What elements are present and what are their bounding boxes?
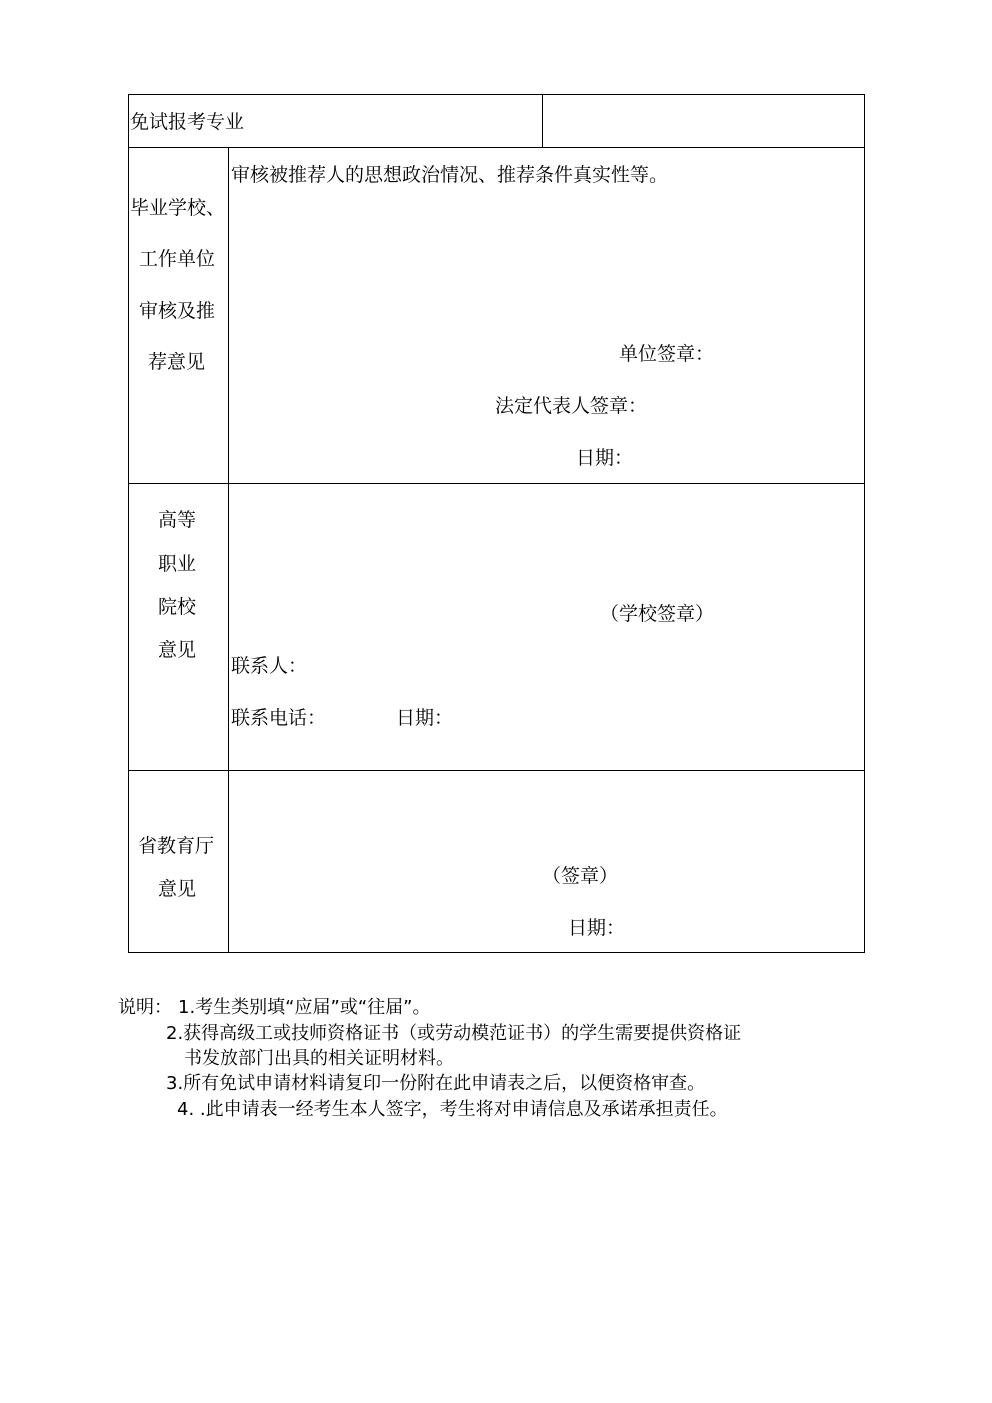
exempt-major-value-cell[interactable]: [544, 96, 862, 146]
province-seal-label: （签章）: [542, 865, 619, 887]
notes-prefix: 说明：: [118, 997, 172, 1018]
school-review-label-line-2: 工作单位: [139, 248, 216, 270]
row-divider-3: [128, 770, 865, 771]
college-opinion-date-label: 日期：: [396, 707, 454, 729]
note-item-4: 4. .此申请表一经考生本人签字，考生将对申请信息及承诺承担责任。: [177, 1099, 728, 1120]
school-review-instruction: 审核被推荐人的思想政治情况、推荐条件真实性等。: [231, 164, 669, 186]
school-review-label-line-3: 审核及推: [139, 300, 216, 322]
note-item-3: 3.所有免试申请材料请复印一份附在此申请表之后，以便资格审查。: [166, 1073, 706, 1094]
college-opinion-label-line-3: 院校: [158, 596, 197, 618]
school-seal-label: （学校签章）: [600, 603, 715, 625]
legal-representative-sign-label: 法定代表人签章：: [495, 395, 648, 417]
note-item-2-line-1: 2.获得高级工或技师资格证书（或劳动模范证书）的学生需要提供资格证: [166, 1023, 742, 1044]
college-opinion-label-line-2: 职业: [158, 553, 197, 575]
table-border-left: [128, 94, 129, 953]
table-border-top: [128, 94, 865, 95]
table-border-bottom: [128, 952, 865, 953]
note-item-2-line-2: 书发放部门出具的相关证明材料。: [184, 1048, 454, 1069]
school-review-date-label: 日期：: [576, 447, 634, 469]
unit-seal-label: 单位签章：: [619, 343, 715, 365]
row1-column-divider: [542, 94, 543, 148]
school-review-label-line-4: 荐意见: [148, 351, 206, 373]
college-opinion-label-line-4: 意见: [158, 639, 197, 661]
province-opinion-label-line-1: 省教育厅: [138, 835, 215, 857]
contact-phone-label: 联系电话：: [231, 707, 327, 729]
table-border-right: [864, 94, 865, 953]
note-item-1: 1.考生类别填“应届”或“往届”。: [178, 997, 431, 1018]
contact-person-label: 联系人：: [231, 655, 308, 677]
row-divider-2: [128, 483, 865, 484]
row-divider-1: [128, 147, 865, 148]
province-opinion-date-label: 日期：: [568, 917, 626, 939]
college-opinion-label-line-1: 高等: [158, 509, 197, 531]
exempt-major-label: 免试报考专业: [130, 111, 245, 133]
label-column-divider: [228, 147, 229, 953]
province-opinion-label-line-2: 意见: [158, 878, 197, 900]
school-review-label-line-1: 毕业学校、: [130, 197, 226, 219]
